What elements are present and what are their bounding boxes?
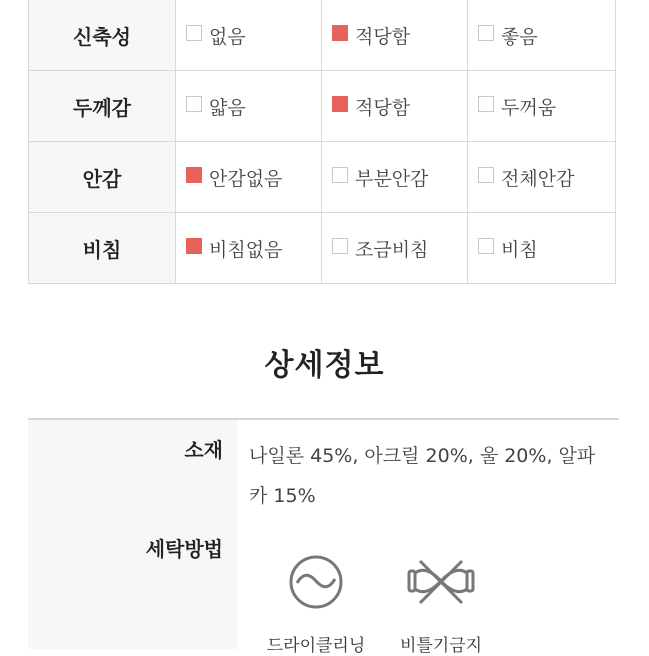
option-label: 없음 — [209, 25, 246, 48]
detail-info — [28, 420, 619, 656]
option-label: 조금비침 — [355, 238, 429, 261]
option-label: 전체안감 — [501, 167, 575, 190]
attr-label: 신축성 — [29, 0, 176, 71]
attr-label: 안감 — [29, 142, 176, 213]
wash-item-no-wring — [381, 555, 501, 656]
option-label: 얇음 — [209, 96, 246, 119]
attr-option — [176, 0, 322, 71]
checkbox-checked — [186, 238, 202, 254]
attr-row-stretch — [29, 0, 616, 71]
checkbox-unchecked — [478, 167, 494, 183]
attr-option — [322, 213, 468, 284]
option-label: 두꺼움 — [501, 96, 557, 119]
section-title: 상세정보 — [264, 348, 385, 383]
checkbox-unchecked — [332, 238, 348, 254]
material-value: 나일론 45%, 아크릴 20%, 울 20%, 알파카 15% — [249, 445, 596, 507]
wash-item-label: 드라이클리닝 — [266, 636, 366, 656]
attr-option — [176, 71, 322, 142]
attr-label: 비침 — [29, 213, 176, 284]
option-label: 좋음 — [501, 25, 538, 48]
option-label: 적당함 — [355, 25, 411, 48]
option-label: 적당함 — [355, 96, 411, 119]
attr-option — [468, 213, 616, 284]
checkbox-checked — [332, 25, 348, 41]
attr-option — [468, 142, 616, 213]
option-label: 비침 — [501, 238, 538, 261]
wash-label: 세탁방법 — [145, 537, 223, 561]
wash-item-label: 비틀기금지 — [399, 636, 483, 656]
no-wring-icon — [406, 555, 476, 609]
checkbox-unchecked — [478, 238, 494, 254]
attr-label: 두께감 — [29, 71, 176, 142]
attr-option — [176, 142, 322, 213]
attr-option — [176, 213, 322, 284]
attr-option — [468, 0, 616, 71]
option-label: 부분안감 — [355, 167, 429, 190]
checkbox-unchecked — [186, 25, 202, 41]
attr-option — [468, 71, 616, 142]
attr-option — [322, 71, 468, 142]
attribute-table — [28, 0, 616, 284]
option-label: 비침없음 — [209, 238, 283, 261]
checkbox-checked — [332, 96, 348, 112]
option-label: 안감없음 — [209, 167, 283, 190]
attr-row-thickness — [29, 71, 616, 142]
attr-option — [322, 142, 468, 213]
attr-row-sheerness — [29, 213, 616, 284]
attr-row-lining — [29, 142, 616, 213]
wash-item-dry-clean — [256, 555, 376, 656]
checkbox-unchecked — [478, 96, 494, 112]
checkbox-checked — [186, 167, 202, 183]
attr-option — [322, 0, 468, 71]
checkbox-unchecked — [478, 25, 494, 41]
dry-clean-icon — [289, 555, 343, 609]
checkbox-unchecked — [186, 96, 202, 112]
checkbox-unchecked — [332, 167, 348, 183]
material-label: 소재 — [184, 438, 223, 462]
